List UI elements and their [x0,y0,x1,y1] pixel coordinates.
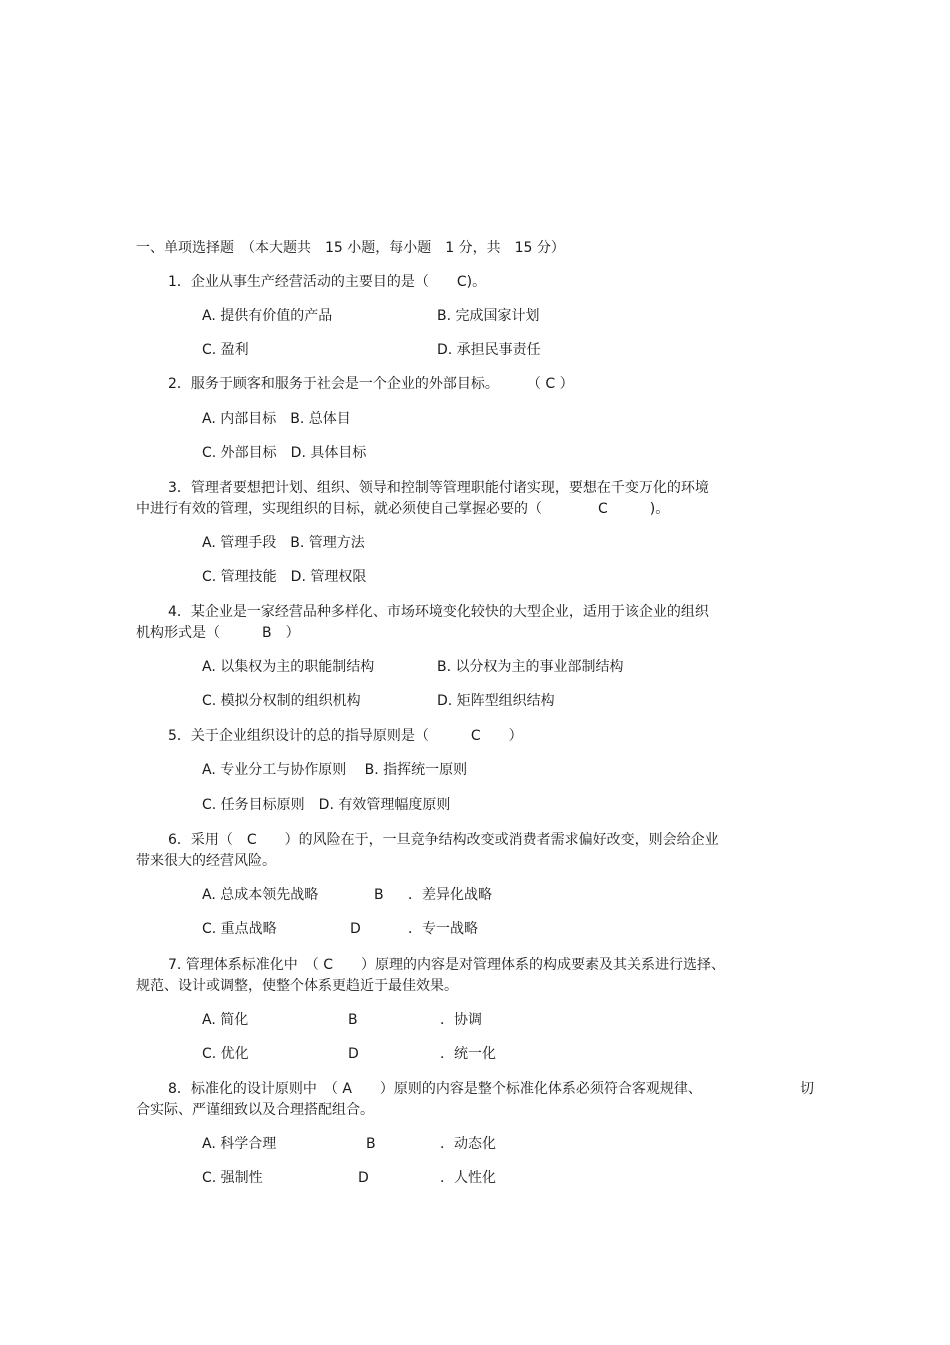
q8-option-b-letter: B [366,1136,376,1152]
question-3-line-2: 中进行有效的管理，实现组织的目标，就必须使自己掌握必要的（ C )。 [136,501,670,517]
question-6-line-2: 带来很大的经营风险。 [136,853,276,869]
q5-options-ab: A. 专业分工与协作原则 B. 指挥统一原则 [202,762,468,778]
q3-options-ab: A. 管理手段 B. 管理方法 [202,535,365,551]
q3-options-cd: C. 管理技能 D. 管理权限 [202,569,367,585]
q5-options-cd: C. 任务目标原则 D. 有效管理幅度原则 [202,797,451,813]
q1-option-a: A. 提供有价值的产品 [202,308,333,324]
q7-option-b-text: ．协调 [440,1012,482,1028]
section-title: 一、单项选择题 （本大题共 15 小题，每小题 1 分，共 15 分） [136,240,565,256]
q4-option-a: A. 以集权为主的职能制结构 [202,659,375,675]
question-6-line-1: 6．采用（ C ）的风险在于，一旦竞争结构改变或消费者需求偏好改变，则会给企业 [168,832,719,848]
q6-option-d-text: ．专一战略 [408,921,478,937]
q7-option-d-text: ．统一化 [440,1046,496,1062]
q6-option-b-letter: B [374,887,384,903]
question-7-line-1: 7. 管理体系标准化中 （ C ）原理的内容是对管理体系的构成要素及其关系进行选择、 [168,957,726,973]
q6-option-a: A. 总成本领先战略 [202,887,319,903]
question-8-line-1-end: 切 [800,1081,814,1097]
q6-option-d-letter: D [350,921,361,937]
q2-options-cd: C. 外部目标 D. 具体目标 [202,445,367,461]
question-4-line-1: 4．某企业是一家经营品种多样化、市场环境变化较快的大型企业，适用于该企业的组织 [168,604,709,620]
question-2-text: 2．服务于顾客和服务于社会是一个企业的外部目标。 （ C ） [168,376,574,392]
question-8-line-1: 8．标准化的设计原则中 （ A ）原则的内容是整个标准化体系必须符合客观规律、 [168,1081,702,1097]
q1-option-d: D. 承担民事责任 [437,342,541,358]
q7-option-b-letter: B [348,1012,358,1028]
question-1-text: 1．企业从事生产经营活动的主要目的是（ C)。 [168,274,487,290]
q7-option-d-letter: D [348,1046,359,1062]
q4-option-c: C. 模拟分权制的组织机构 [202,693,361,709]
question-3-line-1: 3．管理者要想把计划、组织、领导和控制等管理职能付诸实现，要想在千变万化的环境 [168,480,709,496]
q1-option-c: C. 盈利 [202,342,249,358]
q6-option-b-text: ．差异化战略 [408,887,492,903]
q6-option-c: C. 重点战略 [202,921,277,937]
q8-option-c: C. 强制性 [202,1170,263,1186]
q4-option-b: B. 以分权为主的事业部制结构 [437,659,624,675]
q2-options-ab: A. 内部目标 B. 总体目 [202,411,351,427]
question-7-line-2: 规范、设计或调整，使整个体系更趋近于最佳效果。 [136,978,458,994]
q8-option-d-text: ．人性化 [440,1170,496,1186]
q8-option-a: A. 科学合理 [202,1136,277,1152]
q7-option-c: C. 优化 [202,1046,249,1062]
q7-option-a: A. 简化 [202,1012,249,1028]
q1-option-b: B. 完成国家计划 [437,308,540,324]
question-5-text: 5．关于企业组织设计的总的指导原则是（ C ） [168,728,523,744]
question-8-line-2: 合实际、严谨细致以及合理搭配组合。 [136,1102,374,1118]
q4-option-d: D. 矩阵型组织结构 [437,693,555,709]
q8-option-b-text: ．动态化 [440,1136,496,1152]
q8-option-d-letter: D [358,1170,369,1186]
question-4-line-2: 机构形式是（ B ） [136,625,300,641]
